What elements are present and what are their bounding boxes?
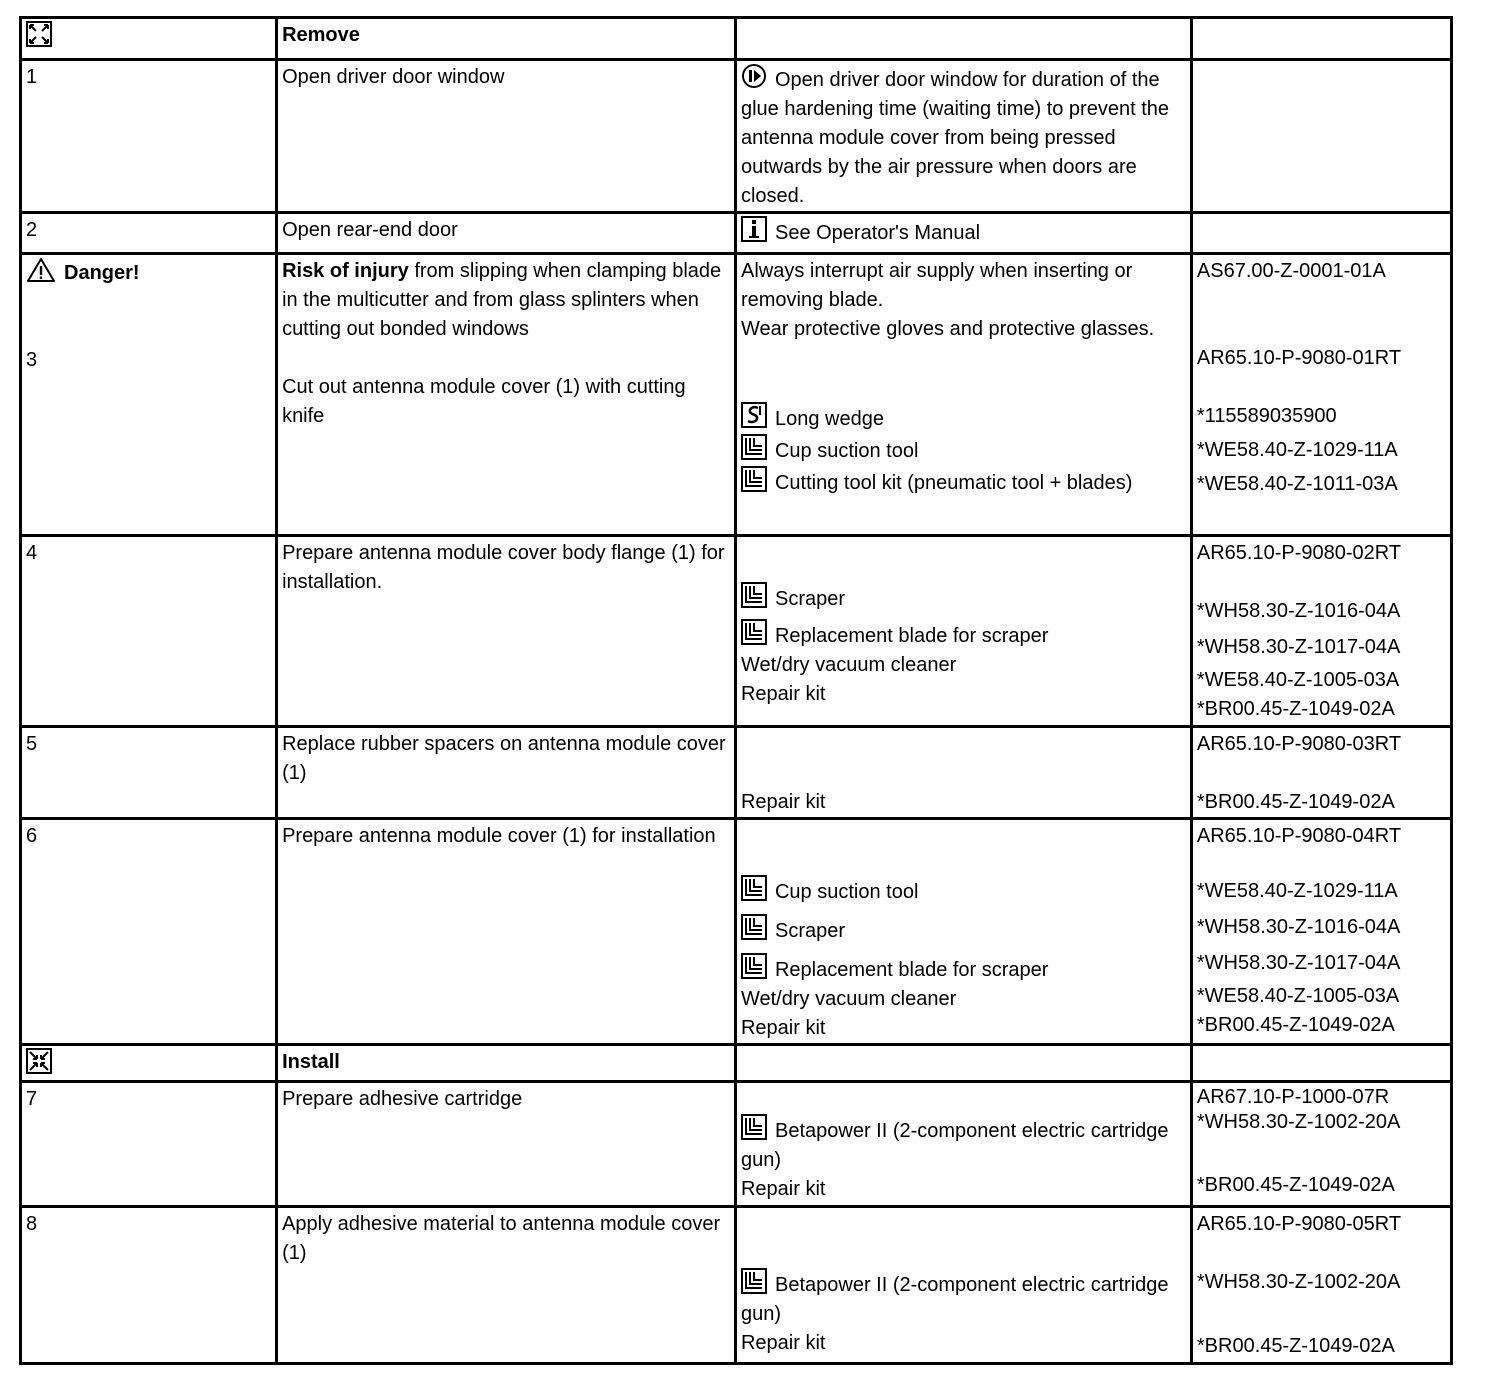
- step-action: Prepare antenna module cover body flange (1) for installation.: [277, 536, 736, 727]
- tool-item: [741, 434, 1186, 466]
- tool-item: [741, 619, 1186, 651]
- danger-ref: AS67.00-Z-0001-01A: [1196, 260, 1386, 282]
- section-row-remove: [21, 18, 1452, 60]
- step-ref: AR65.10-P-9080-05RT: [1196, 1213, 1402, 1235]
- step-number: 2: [21, 213, 277, 254]
- step-number: 3: [26, 349, 38, 371]
- workshop-tool-icon: [741, 875, 767, 901]
- workshop-tool-icon: [741, 914, 767, 940]
- tool-item: [741, 953, 1186, 985]
- procedure-sheet: [19, 16, 1453, 1363]
- procedure-table: [19, 16, 1453, 1365]
- step-ref: AR65.10-P-9080-04RT: [1196, 825, 1402, 847]
- tool-part: *WH58.30-Z-1002-20A: [1196, 1271, 1401, 1293]
- step-number: 1: [21, 60, 277, 213]
- workshop-tool-icon: [741, 434, 767, 460]
- step-number: 7: [21, 1082, 277, 1207]
- tool-name: Repair kit: [740, 791, 826, 813]
- step-ref: AR65.10-P-9080-02RT: [1196, 542, 1402, 564]
- note-icon: [741, 63, 767, 89]
- step-action: Apply adhesive material to antenna module cover (1): [277, 1207, 736, 1364]
- step-action: Prepare antenna module cover (1) for installation: [277, 819, 736, 1045]
- tool-part: *WE58.40-Z-1011-03A: [1196, 473, 1398, 495]
- tool-part: *BR00.45-Z-1049-02A: [1196, 698, 1395, 720]
- section-icon-cell: [21, 1045, 277, 1082]
- tool-part: *WE58.40-Z-1005-03A: [1196, 669, 1400, 691]
- step-row-1: [21, 60, 1452, 213]
- tool-part: *115589035900: [1196, 405, 1337, 427]
- tool-name: Long wedge: [774, 408, 884, 430]
- tool-part: *BR00.45-Z-1049-02A: [1196, 1014, 1395, 1036]
- danger-text: [282, 257, 730, 344]
- danger-note-air: Always interrupt air supply when inserting or removing blade.: [740, 260, 1133, 311]
- step-row-8: [21, 1207, 1452, 1364]
- step-number: 4: [21, 536, 277, 727]
- tool-name: Repair kit: [740, 683, 826, 705]
- step-row-6: [21, 819, 1452, 1045]
- info-icon: [741, 216, 767, 242]
- step-action: Cut out antenna module cover (1) with cutting knife: [282, 376, 686, 427]
- tool-part: *BR00.45-Z-1049-02A: [1196, 1174, 1395, 1196]
- workshop-tool-icon: [741, 953, 767, 979]
- tool-name: Cup suction tool: [774, 881, 919, 903]
- tool-name: Replacement blade for scraper: [774, 625, 1049, 647]
- danger-label: Danger!: [64, 262, 140, 284]
- workshop-tool-icon: [741, 466, 767, 492]
- step-ref: AR67.10-P-1000-07R: [1196, 1086, 1390, 1108]
- step-action: Prepare adhesive cartridge: [277, 1082, 736, 1207]
- step-number: 8: [21, 1207, 277, 1364]
- tool-item: [741, 1114, 1186, 1175]
- tool-name: Scraper: [774, 588, 846, 610]
- tool-item: [741, 914, 1186, 946]
- danger-risk-bold: Risk of injury: [282, 260, 409, 282]
- tool-name: Scraper: [774, 920, 846, 942]
- tool-name: Repair kit: [740, 1017, 826, 1039]
- workshop-tool-icon: [741, 1268, 767, 1294]
- section-row-install: [21, 1045, 1452, 1082]
- danger-note-gloves: Wear protective gloves and protective glasses.: [740, 318, 1155, 340]
- tool-part: *WH58.30-Z-1016-04A: [1196, 600, 1401, 622]
- tool-name: Repair kit: [740, 1178, 826, 1200]
- section-title-remove: Remove: [277, 18, 736, 60]
- tool-name: Cup suction tool: [774, 440, 919, 462]
- warning-icon: [26, 257, 56, 283]
- step-action: Open rear-end door: [277, 213, 736, 254]
- step-row-3: [21, 254, 1452, 536]
- tool-item: [741, 1268, 1186, 1329]
- install-icon: [26, 1048, 52, 1074]
- workshop-tool-icon: [741, 619, 767, 645]
- tool-name: Cutting tool kit (pneumatic tool + blades): [774, 472, 1133, 494]
- tool-part: *WE58.40-Z-1029-11A: [1196, 439, 1398, 461]
- tool-part: *WE58.40-Z-1005-03A: [1196, 985, 1400, 1007]
- tool-part: *WH58.30-Z-1017-04A: [1196, 636, 1401, 658]
- special-tool-icon: [741, 402, 767, 428]
- tool-name: Repair kit: [740, 1332, 826, 1354]
- tool-part: *BR00.45-Z-1049-02A: [1196, 1335, 1395, 1357]
- tool-name: Replacement blade for scraper: [774, 959, 1049, 981]
- tool-part: *WH58.30-Z-1016-04A: [1196, 916, 1401, 938]
- tool-part: *BR00.45-Z-1049-02A: [1196, 791, 1395, 813]
- tool-name: Wet/dry vacuum cleaner: [740, 988, 957, 1010]
- remove-icon: [26, 21, 52, 47]
- tool-item: [741, 582, 1186, 614]
- step-action: Replace rubber spacers on antenna module cover (1): [277, 727, 736, 819]
- tool-part: *WE58.40-Z-1029-11A: [1196, 880, 1398, 902]
- tool-item: [741, 466, 1186, 498]
- step-note: Open driver door window for duration of the glue hardening time (waiting time) to prevent the antenna module cover from being pressed outwards by the air pressure when doors are closed.: [740, 69, 1169, 207]
- tool-item: [741, 875, 1186, 907]
- tool-name: Betapower II (2-component electric cartridge gun): [740, 1120, 1169, 1171]
- step-row-4: [21, 536, 1452, 727]
- step-ref: AR65.10-P-9080-01RT: [1196, 347, 1402, 369]
- step-action: Open driver door window: [277, 60, 736, 213]
- step-row-2: [21, 213, 1452, 254]
- danger-risk-rest: from slipping when clamping blade in the multicutter and from glass splinters when cutting out bonded windows: [282, 260, 722, 340]
- section-title-install: Install: [277, 1045, 736, 1082]
- step-note: See Operator's Manual: [774, 222, 981, 244]
- tool-item: [741, 402, 1186, 434]
- tool-part: *WH58.30-Z-1017-04A: [1196, 952, 1401, 974]
- step-number: 5: [21, 727, 277, 819]
- step-number: 6: [21, 819, 277, 1045]
- tool-part: *WH58.30-Z-1002-20A: [1196, 1111, 1401, 1133]
- workshop-tool-icon: [741, 1114, 767, 1140]
- workshop-tool-icon: [741, 582, 767, 608]
- tool-name: Betapower II (2-component electric cartridge gun): [740, 1274, 1169, 1325]
- step-row-7: [21, 1082, 1452, 1207]
- step-row-5: [21, 727, 1452, 819]
- step-ref: AR65.10-P-9080-03RT: [1196, 733, 1402, 755]
- tool-name: Wet/dry vacuum cleaner: [740, 654, 957, 676]
- section-icon-cell: [21, 18, 277, 60]
